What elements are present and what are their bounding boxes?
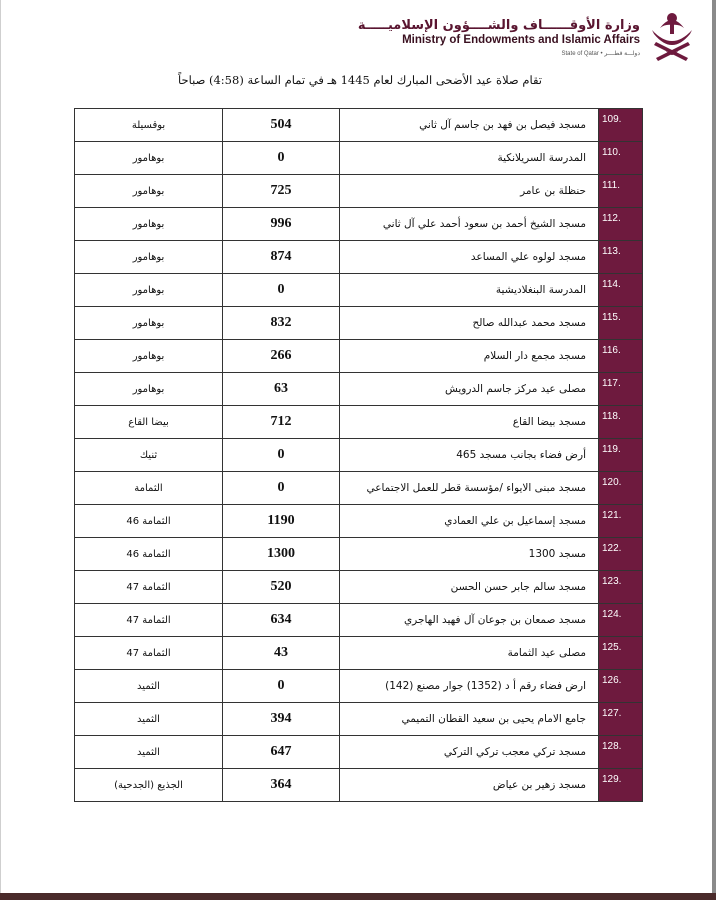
worshipper-count: 520 — [223, 571, 340, 604]
area-name: الثميد — [75, 670, 223, 703]
table-row — [75, 340, 643, 373]
area-name: بوقسيلة — [75, 109, 223, 142]
mosque-name: المدرسة البنغلاديشية — [340, 274, 599, 307]
area-name: بوهامور — [75, 373, 223, 406]
mosque-name: مسجد مجمع دار السلام — [340, 340, 599, 373]
row-number: 128. — [599, 736, 643, 769]
row-number: 117. — [599, 373, 643, 406]
row-number: 109. — [599, 109, 643, 142]
row-number: 120. — [599, 472, 643, 505]
qatar-emblem-icon — [646, 8, 698, 64]
area-name: الثمامة 46 — [75, 538, 223, 571]
area-name: الثمامة 47 — [75, 571, 223, 604]
mosque-name: مسجد بيضا القاع — [340, 406, 599, 439]
area-name: بوهامور — [75, 274, 223, 307]
area-name: الثمامة 46 — [75, 505, 223, 538]
state-of-qatar-line: State of Qatar • دولـــة قطــــر — [561, 51, 640, 57]
worshipper-count: 1190 — [223, 505, 340, 538]
area-name: ثنيك — [75, 439, 223, 472]
mosque-name: مسجد 1300 — [340, 538, 599, 571]
table-row — [75, 736, 643, 769]
page-right-edge — [712, 0, 716, 900]
worshipper-count: 1300 — [223, 538, 340, 571]
worshipper-count: 874 — [223, 241, 340, 274]
mosques-table-body — [75, 109, 643, 802]
worshipper-count: 63 — [223, 373, 340, 406]
row-number: 114. — [599, 274, 643, 307]
area-name: الثميد — [75, 703, 223, 736]
area-name: الجذيع (الجدحية) — [75, 769, 223, 802]
table-row — [75, 175, 643, 208]
worshipper-count: 394 — [223, 703, 340, 736]
mosque-name: مسجد محمد عبدالله صالح — [340, 307, 599, 340]
table-row — [75, 472, 643, 505]
table-row — [75, 406, 643, 439]
page-title: تقام صلاة عيد الأضحى المبارك لعام 1445 هـ في تمام الساعة (4:58) صباحاً — [177, 73, 542, 87]
table-row — [75, 505, 643, 538]
worshipper-count: 0 — [223, 274, 340, 307]
worshipper-count: 832 — [223, 307, 340, 340]
mosque-name: مسجد تركي معجب تركي التركي — [340, 736, 599, 769]
row-number: 121. — [599, 505, 643, 538]
bottom-edge-bar — [0, 893, 716, 900]
table-row — [75, 274, 643, 307]
row-number: 119. — [599, 439, 643, 472]
table-row — [75, 241, 643, 274]
row-number: 124. — [599, 604, 643, 637]
row-number: 110. — [599, 142, 643, 175]
table-row — [75, 142, 643, 175]
mosque-name: مسجد مبنى الايواء /مؤسسة قطر للعمل الاجتماعي — [340, 472, 599, 505]
mosque-name: مصلى عيد الثمامة — [340, 637, 599, 670]
mosque-name: مسجد فيصل بن فهد بن جاسم آل ثاني — [340, 109, 599, 142]
worshipper-count: 712 — [223, 406, 340, 439]
area-name: بوهامور — [75, 241, 223, 274]
mosque-name: مسجد لولوه علي المساعد — [340, 241, 599, 274]
row-number: 112. — [599, 208, 643, 241]
worshipper-count: 0 — [223, 670, 340, 703]
table-row — [75, 637, 643, 670]
area-name: الثمامة — [75, 472, 223, 505]
row-number: 129. — [599, 769, 643, 802]
table-row — [75, 604, 643, 637]
table-row — [75, 439, 643, 472]
area-name: بوهامور — [75, 142, 223, 175]
table-row — [75, 703, 643, 736]
row-number: 126. — [599, 670, 643, 703]
area-name: بوهامور — [75, 175, 223, 208]
mosque-name: مسجد زهير بن عياض — [340, 769, 599, 802]
area-name: بيضا القاع — [75, 406, 223, 439]
worshipper-count: 996 — [223, 208, 340, 241]
worshipper-count: 634 — [223, 604, 340, 637]
ministry-name-arabic: وزارة الأوقــــــاف والشــــؤون الإسلاميـــــة — [357, 18, 640, 33]
worshipper-count: 43 — [223, 637, 340, 670]
mosque-name: مسجد صمعان بن جوعان آل فهيد الهاجري — [340, 604, 599, 637]
table-row — [75, 571, 643, 604]
worshipper-count: 725 — [223, 175, 340, 208]
row-number: 111. — [599, 175, 643, 208]
ministry-name-english: Ministry of Endowments and Islamic Affairs — [402, 34, 640, 46]
mosque-name: حنظلة بن عامر — [340, 175, 599, 208]
area-name: بوهامور — [75, 208, 223, 241]
table-row — [75, 109, 643, 142]
row-number: 115. — [599, 307, 643, 340]
area-name: الثمامة 47 — [75, 637, 223, 670]
worshipper-count: 364 — [223, 769, 340, 802]
mosque-name: جامع الامام يحيى بن سعيد القطان التميمي — [340, 703, 599, 736]
page-left-edge — [0, 0, 1, 900]
mosque-name: مسجد الشيخ أحمد بن سعود أحمد علي آل ثاني — [340, 208, 599, 241]
table-row — [75, 208, 643, 241]
worshipper-count: 0 — [223, 142, 340, 175]
row-number: 125. — [599, 637, 643, 670]
area-name: بوهامور — [75, 340, 223, 373]
table-row — [75, 670, 643, 703]
mosque-name: أرض فضاء بجانب مسجد 465 — [340, 439, 599, 472]
document-header — [0, 6, 716, 66]
worshipper-count: 0 — [223, 472, 340, 505]
area-name: الثمامة 47 — [75, 604, 223, 637]
area-name: بوهامور — [75, 307, 223, 340]
row-number: 127. — [599, 703, 643, 736]
row-number: 113. — [599, 241, 643, 274]
table-row — [75, 769, 643, 802]
row-number: 123. — [599, 571, 643, 604]
row-number: 116. — [599, 340, 643, 373]
row-number: 118. — [599, 406, 643, 439]
table-row — [75, 307, 643, 340]
mosques-table — [74, 108, 643, 802]
mosque-name: مسجد سالم جابر حسن الحسن — [340, 571, 599, 604]
table-row — [75, 538, 643, 571]
worshipper-count: 0 — [223, 439, 340, 472]
worshipper-count: 647 — [223, 736, 340, 769]
row-number: 122. — [599, 538, 643, 571]
mosque-name: المدرسة السريلانكية — [340, 142, 599, 175]
area-name: الثميد — [75, 736, 223, 769]
mosque-name: مصلى عيد مركز جاسم الدرويش — [340, 373, 599, 406]
mosque-name: مسجد إسماعيل بن علي العمادي — [340, 505, 599, 538]
worshipper-count: 266 — [223, 340, 340, 373]
mosque-name: ارض فضاء رقم أ د (1352) جوار مصنع (142) — [340, 670, 599, 703]
worshipper-count: 504 — [223, 109, 340, 142]
table-row — [75, 373, 643, 406]
